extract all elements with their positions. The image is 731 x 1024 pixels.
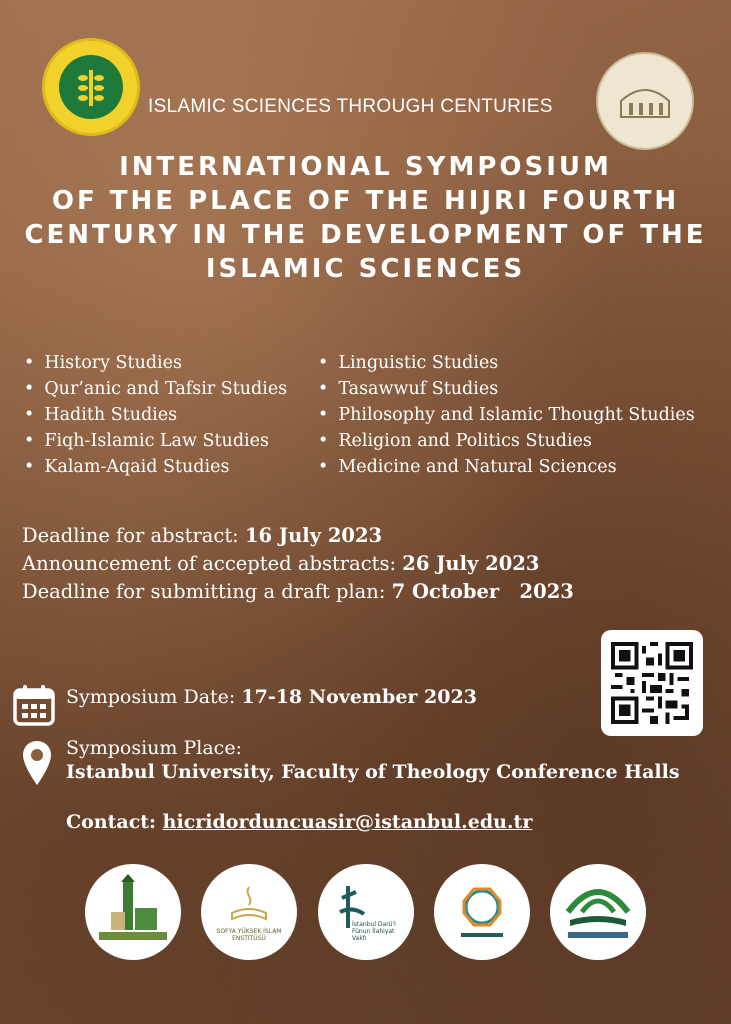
partner-logo-islamic-sciences xyxy=(434,864,530,960)
location-pin-icon xyxy=(22,740,52,786)
partner-logo-islamic-studies-center xyxy=(550,864,646,960)
topic-item: • Philosophy and Islamic Thought Studies xyxy=(318,402,695,428)
theology-faculty-seal xyxy=(596,52,694,150)
partner-logo-mosque xyxy=(85,864,181,960)
symposium-date: Symposium Date: 17-18 November 2023 xyxy=(66,686,477,708)
deadlines-block xyxy=(22,522,574,606)
symposium-title xyxy=(0,150,731,286)
contact-line: Contact: hicridorduncuasir@istanbul.edu.tr xyxy=(66,811,533,833)
symposium-place: Symposium Place: Istanbul University, Faculty of Theology Conference Halls xyxy=(66,737,680,783)
deadline-announcement: Announcement of accepted abstracts: 26 July 2023 xyxy=(22,552,540,575)
wheat-emblem-icon xyxy=(59,55,123,119)
partner-logo-darul-funun: İstanbul Darü'l Fünun İlahiyat Vakfı xyxy=(318,864,414,960)
book-lamp-icon xyxy=(224,879,274,929)
qr-code-icon[interactable] xyxy=(601,630,703,736)
partner-logo-sofya: SOFYA YÜKSEK İSLAM ENSTİTÜSÜ xyxy=(201,864,297,960)
topic-item: • Kalam-Aqaid Studies xyxy=(24,454,287,480)
mosque-icon xyxy=(93,872,173,952)
contact-email-link[interactable]: hicridorduncuasir@istanbul.edu.tr xyxy=(162,811,533,833)
series-subtitle: ISLAMIC SCIENCES THROUGH CENTURIES xyxy=(148,96,553,117)
geometric-star-icon xyxy=(447,877,517,947)
title-line-3: CENTURY IN THE DEVELOPMENT OF THE xyxy=(24,220,707,250)
building-emblem-icon xyxy=(615,81,675,121)
topic-item: • Medicine and Natural Sciences xyxy=(318,454,695,480)
title-line-2: OF THE PLACE OF THE HIJRI FOURTH xyxy=(51,186,680,216)
topic-item: • Hadith Studies xyxy=(24,402,287,428)
calendar-icon xyxy=(12,683,56,727)
title-line-1: INTERNATIONAL SYMPOSIUM xyxy=(119,152,612,182)
istanbul-university-seal xyxy=(42,38,140,136)
topic-item: • History Studies xyxy=(24,350,287,376)
topic-item: • Fiqh-Islamic Law Studies xyxy=(24,428,287,454)
title-line-4: ISLAMIC SCIENCES xyxy=(205,254,526,284)
deadline-draft-plan: Deadline for submitting a draft plan: 7 October 2023 xyxy=(22,580,574,603)
topic-item: • Qur’anic and Tafsir Studies xyxy=(24,376,287,402)
topics-list-right xyxy=(318,350,695,480)
topic-item: • Religion and Politics Studies xyxy=(318,428,695,454)
deadline-abstract: Deadline for abstract: 16 July 2023 xyxy=(22,524,383,547)
topics-list-left xyxy=(24,350,287,480)
dome-book-icon xyxy=(558,872,638,952)
topic-item: • Tasawwuf Studies xyxy=(318,376,695,402)
topic-item: • Linguistic Studies xyxy=(318,350,695,376)
